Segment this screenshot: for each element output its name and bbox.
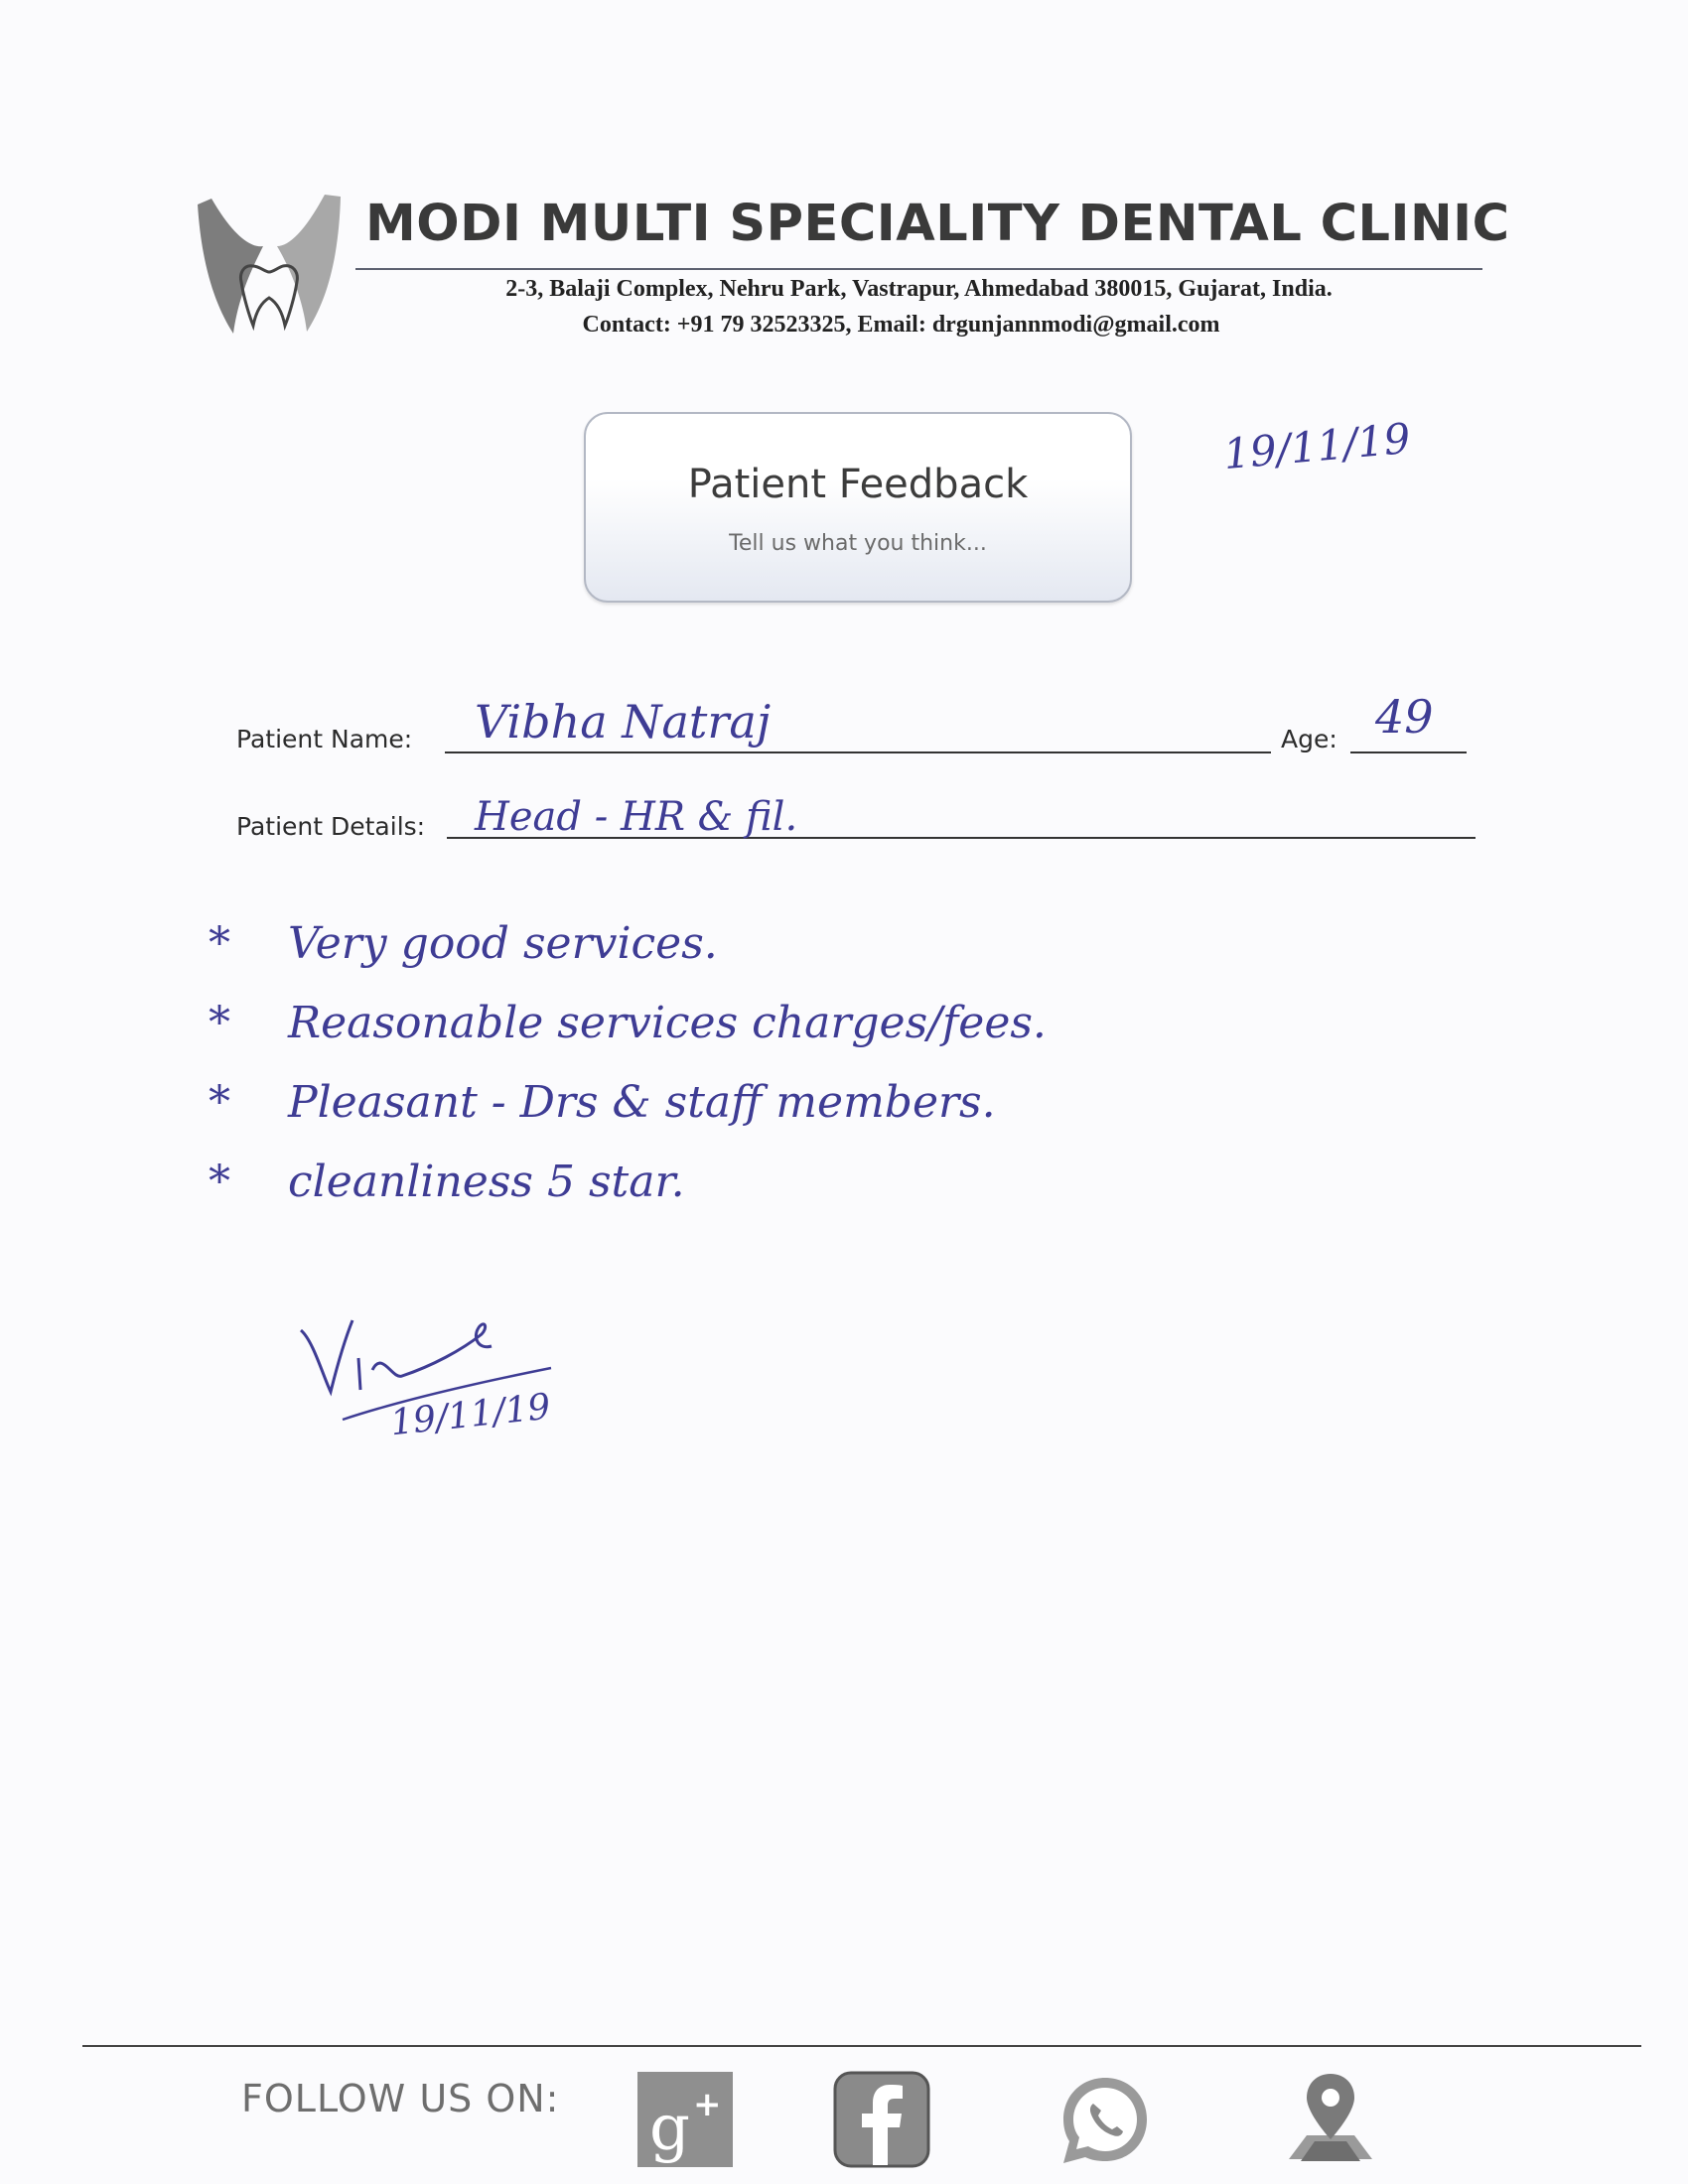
feedback-item-text: Pleasant - Drs & staff members. bbox=[288, 1077, 996, 1128]
bullet-star: * bbox=[209, 998, 230, 1048]
feedback-item bbox=[209, 1077, 996, 1128]
feedback-item-text: Reasonable services charges/fees. bbox=[288, 998, 1047, 1048]
map-pin-icon[interactable] bbox=[1281, 2070, 1380, 2169]
whatsapp-icon[interactable] bbox=[1055, 2070, 1155, 2169]
feedback-title: Patient Feedback bbox=[687, 462, 1029, 507]
patient-name-value[interactable]: Vibha Natraj bbox=[475, 695, 772, 749]
header-divider bbox=[355, 268, 1482, 270]
bullet-star: * bbox=[209, 1157, 230, 1207]
patient-name-line bbox=[445, 751, 1271, 753]
svg-text:+: + bbox=[693, 2085, 722, 2124]
svg-text:g: g bbox=[649, 2092, 690, 2165]
feedback-item-text: cleanliness 5 star. bbox=[288, 1157, 685, 1207]
age-line bbox=[1350, 751, 1467, 753]
follow-us-label: FOLLOW US ON: bbox=[241, 2077, 560, 2120]
google-plus-icon[interactable] bbox=[635, 2070, 735, 2169]
facebook-icon[interactable] bbox=[832, 2070, 931, 2169]
clinic-name: MODI MULTI SPECIALITY DENTAL CLINIC bbox=[365, 195, 1510, 253]
feedback-subtitle: Tell us what you think... bbox=[729, 531, 987, 556]
patient-name-label: Patient Name: bbox=[236, 725, 413, 753]
feedback-title-box bbox=[584, 412, 1132, 603]
patient-details-value[interactable]: Head - HR & fil. bbox=[475, 794, 798, 840]
bullet-star: * bbox=[209, 918, 230, 969]
patient-details-label: Patient Details: bbox=[236, 812, 426, 841]
signature-date: 19/11/19 bbox=[388, 1386, 553, 1444]
bullet-star: * bbox=[209, 1077, 230, 1128]
age-value[interactable]: 49 bbox=[1375, 690, 1434, 744]
feedback-item bbox=[209, 918, 718, 969]
feedback-item bbox=[209, 998, 1047, 1048]
age-label: Age: bbox=[1281, 725, 1337, 753]
handwritten-date: 19/11/19 bbox=[1221, 413, 1413, 479]
tooth-logo-icon bbox=[194, 187, 345, 336]
feedback-item bbox=[209, 1157, 685, 1207]
clinic-address: 2-3, Balaji Complex, Nehru Park, Vastrapur, Ahmedabad 380015, Gujarat, India. bbox=[505, 276, 1333, 302]
feedback-item-text: Very good services. bbox=[288, 918, 718, 969]
footer-divider bbox=[82, 2045, 1641, 2047]
clinic-contact: Contact: +91 79 32523325, Email: drgunjannmodi@gmail.com bbox=[582, 312, 1220, 338]
